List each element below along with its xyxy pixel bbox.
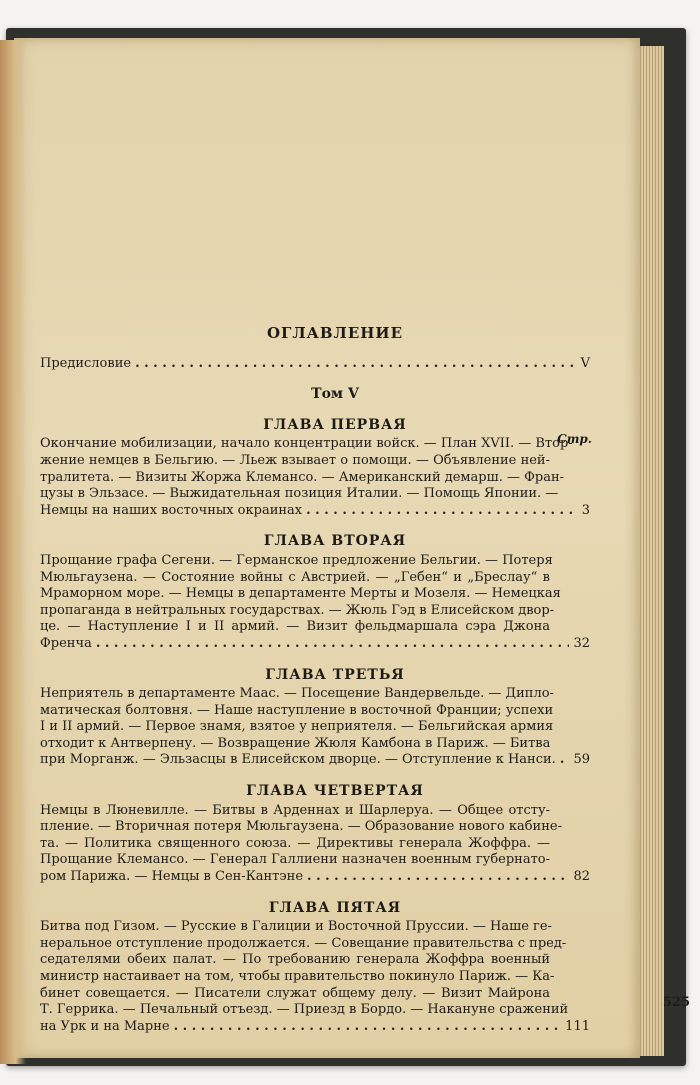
toc-title: ОГЛАВЛЕНИЕ [266, 324, 404, 342]
chapter-heading-text: ГЛАВА ПЕРВАЯ [263, 416, 407, 433]
table-of-contents [40, 325, 590, 1035]
dot-leader [135, 356, 577, 373]
chapter-last-line [40, 752, 590, 769]
chapter-summary-line: ром Парижа. — Немцы в Сен-Кантэне [40, 869, 304, 885]
page-gutter-shadow [0, 40, 26, 1064]
chapter-summary-line: Битва под Гизом. — Русские в Галиции и Восточной Пруссии. — Наше ге- [40, 919, 552, 935]
chapter-summary-line: Прощание Клемансо. — Генерал Галлиени назначен военным губернато- [40, 852, 550, 868]
chapter-heading-text: ГЛАВА ТРЕТЬЯ [265, 666, 405, 683]
dot-leader [306, 503, 578, 520]
dot-leader [307, 869, 569, 886]
chapter-summary-line: Немцы на наших восточных окраинах [40, 502, 303, 518]
chapter-summary-line: пропаганда в нейтральных государствах. — Жюль Гэд в Елисейском двор- [40, 602, 555, 618]
chapter-page-number: 111 [565, 1018, 590, 1034]
chapter-summary-line: Френча [40, 635, 92, 651]
chapter-last-line [40, 869, 590, 886]
chapter-summary-line: жение немцев в Бельгию. — Льеж взывает о помощи. — Объявление ней- [40, 452, 550, 468]
chapter-entry [40, 667, 590, 770]
chapter-entry [40, 417, 590, 520]
chapter-heading [80, 783, 590, 800]
chapter-summary-line: Прощание графа Сегени. — Германское предложение Бельгии. — Потеря [40, 552, 553, 568]
chapter-summary-line: Т. Геррика. — Печальный отъезд. — Приезд в Бордо. — Накануне сражений [40, 1002, 569, 1018]
chapter-summary-line: пление. — Вторичная потеря Мюльгаузена. — Образование нового кабине- [40, 819, 562, 835]
chapter-page-number: 82 [573, 869, 590, 885]
page-column-label: Стр. [557, 431, 592, 446]
chapter-heading-text: ГЛАВА ЧЕТВЕРТАЯ [246, 783, 424, 800]
chapter-summary-line: министр настаивает на том, чтобы правительство покинуло Париж. — Ка- [40, 969, 555, 984]
chapter-summary-line: Немцы в Люневилле. — Битвы в Арденнах и Шарлеруа. — Общее отсту- [40, 802, 550, 818]
chapter-summary-line: отходит к Антверпену. — Возвращение Жюля Камбона в Париж. — Битва [40, 735, 551, 751]
chapter-summary-line: Мраморном море. — Немцы в департаменте Мерты и Мозеля. — Немецкая [40, 586, 561, 602]
chapter-summary-line: тралитета. — Визиты Жоржа Клемансо. — Американский демарш. — Фран- [40, 469, 565, 485]
chapter-entry [40, 533, 590, 652]
volume-heading: Том V [311, 386, 359, 403]
dot-leader [174, 1019, 562, 1036]
chapter-summary-line: I и II армий. — Первое знамя, взятое у неприятеля. — Бельгийская армия [40, 719, 554, 735]
chapter-summary-line: це. — Наступление I и II армий. — Визит фельдмаршала сэра Джона [40, 619, 550, 635]
chapter-page-number: 3 [581, 502, 590, 518]
chapter-summary-line: бинет совещается. — Писатели служат общему делу. — Визит Майрона [40, 985, 550, 1001]
toc-entry-preface [40, 356, 590, 373]
chapter-summary-line: Неприятель в департаменте Маас. — Посещение Вандервельде. — Дипло- [40, 686, 554, 702]
chapter-page-number: 59 [573, 752, 590, 768]
chapter-heading-text: ГЛАВА ПЯТАЯ [268, 899, 402, 916]
chapter-heading [80, 900, 590, 917]
chapter-heading-text: ГЛАВА ВТОРАЯ [263, 533, 407, 550]
chapter-heading [80, 667, 590, 684]
preface-label: Предисловие [40, 355, 132, 371]
dot-leader [96, 636, 570, 653]
page-number: 525 [662, 995, 690, 1010]
chapter-summary-line: на Урк и на Марне [40, 1018, 170, 1034]
chapter-summary-line: матическая болтовня. — Наше наступление в восточной Франции; успехи [40, 702, 554, 718]
chapter-entry [40, 900, 590, 1036]
chapter-page-number: 32 [573, 635, 590, 651]
chapter-summary-line: при Морганж. — Эльзасцы в Елисейском дворце. — Отступление к Нанси. [40, 752, 556, 768]
chapter-summary-line: та. — Политика священного союза. — Директивы генерала Жоффра. — [40, 835, 550, 851]
chapter-entry [40, 783, 590, 886]
chapter-summary-line: неральное отступление продолжается. — Совещание правительства с пред- [40, 935, 567, 951]
chapter-last-line [40, 503, 590, 520]
chapter-summary-line: цузы в Эльзасе. — Выжидательная позиция Италии. — Помощь Японии. — [40, 486, 559, 502]
chapter-summary-line: седателями обеих палат. — По требованию генерала Жоффра военный [40, 952, 550, 968]
chapter-summary-line: Окончание мобилизации, начало концентрации войск. — План XVII. — Втор- [40, 436, 573, 452]
chapter-last-line [40, 636, 590, 653]
chapter-summary-line: Мюльгаузена. — Состояние войны с Австрией. — „Гебен“ и „Бреслау“ в [40, 569, 550, 585]
dot-leader [560, 752, 570, 769]
chapter-list [40, 417, 590, 1036]
preface-page: V [580, 355, 590, 371]
chapter-last-line [40, 1019, 590, 1036]
chapter-heading [80, 533, 590, 550]
